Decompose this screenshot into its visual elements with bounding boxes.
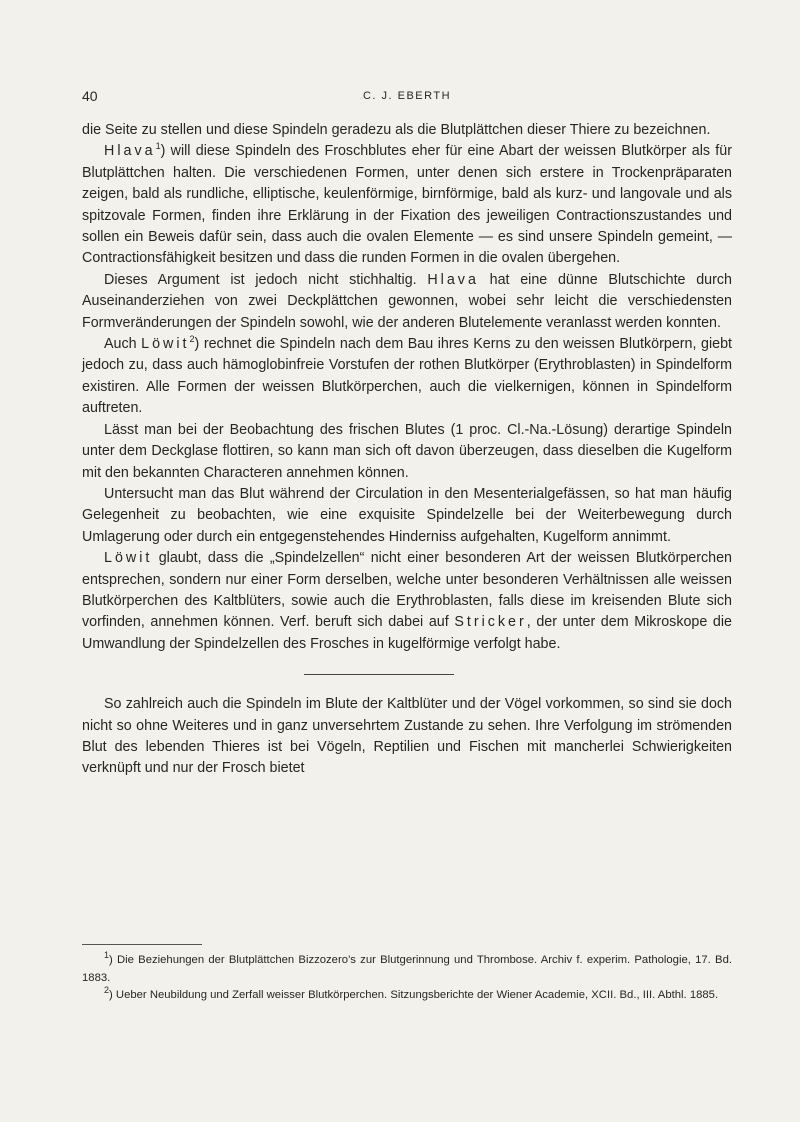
running-head: C. J. EBERTH [362,90,452,102]
page-header [82,88,732,108]
author-name: Löwit [104,550,153,567]
paragraph-text: die Seite zu stellen und diese Spindeln geradezu als die Blutplättchen dieser Thiere zu bezeichnen. [82,122,711,138]
footnote-text: ) Ueber Neubildung und Zerfall weisser Blutkörperchen. Sitzungsberichte der Wiener Academie, XCII. Bd., III. Abthl. 1885. [109,989,719,1001]
paragraph-text: ) will diese Spindeln des Froschblutes eher für eine Abart der weissen Blutkörper als für Blutplättchen halten. Die verschiedenen Formen, unter denen sich erstere in Trockenpräparaten zeigen, bald als rundliche, elliptische, keulenförmige, birnförmige, bald als kurz- und langovale und als spitzovale Formen, finden ihre Erklärung in der Fixation des jeweiligen Contractionszustandes und sollen ein Beweis dafür sein, dass auch die ovalen Elemente — es sind unsere Spindeln gemeint, — Contractionsfähigkeit besitzen und dass die runden Formen in die ovalen übergehen. [82,143,732,267]
footnote-divider [82,944,202,945]
paragraph-text: glaubt, dass die „Spindelzellen“ nicht einer besonderen Art der weissen Blutkörperchen entsprechen, sondern nur einer Form derselben, welche unter besonderen Verhältnissen alle weissen Blutkörperchen des Kaltblüters, sowie auch die Erythroblasten, falls diese im kreisenden Blute sich vorfinden, annehmen können. Verf. beruft sich dabei auf [82,550,732,631]
footnote [82,987,732,1005]
footnote-text: ) Die Beziehungen der Blutplättchen Bizzozero’s zur Blutgerinnung und Thrombose. Archiv f. experim. Pathologie, 17. Bd. 1883. [82,954,732,984]
footnote-mark: 2 [104,985,110,996]
body-text [82,120,732,780]
paragraph-text: Dieses Argument ist jedoch nicht stichhaltig. [104,271,417,288]
paragraph [82,120,732,141]
paragraph [82,334,732,420]
paragraph-text: Untersucht man das Blut während der Circulation in den Mesenterialgefässen, so hat man häufig Gelegenheit zu beobachten, wie eine exquisite Spindelzelle bei der Weiterbewegung durch Umlagerung oder durch ein entgegenstehendes Hinderniss aufgehalten, Kugelform annimmt. [82,485,732,545]
paragraph [82,548,732,655]
footnote-mark: 1 [104,950,110,961]
footnote-ref: 1 [155,141,161,152]
paragraph-text: Auch [104,336,137,353]
author-name: Hlava [427,271,479,288]
paragraph [82,141,732,269]
paragraph-text: ) rechnet die Spindeln nach dem Bau ihres Kerns zu den weissen Blutkörpern, giebt jedoch zu, dass auch hämoglobinfreie Vorstufen der rothen Blutkörper (Erythroblasten) in Spindelform existiren. Alle Formen der weissen Blutkörperchen, auch die vielkernigen, können in Spindelform auftreten. [82,336,732,417]
paragraph [82,420,732,484]
author-name: Löwit [141,336,190,353]
footnote [82,952,732,987]
paragraph-text: Lässt man bei der Beobachtung des frischen Blutes (1 proc. Cl.-Na.-Lösung) derartige Spindeln unter dem Deckglase flottiren, so kann man sich oft davon überzeugen, dass dieselben die Kugelform mit den bekannten Characteren annehmen können. [82,421,732,481]
author-name: Stricker [454,614,527,631]
paragraph-text: hat eine dünne Blutschichte durch Auseinanderziehen von zwei Deckplättchen gewonnen, wobei sehr leicht die verschiedensten Formveränderungen der Spindeln sowohl, wie der anderen Blutelemente veranlasst werden konnten. [82,271,732,331]
author-name: Hlava [104,143,156,160]
page-number: 40 [82,88,98,104]
paragraph [82,694,732,780]
paragraph [82,484,732,548]
footnotes [82,952,732,1005]
section-divider [304,674,454,675]
paragraph [82,270,732,334]
paragraph-text: So zahlreich auch die Spindeln im Blute der Kaltblüter und der Vögel vorkommen, so sind sie doch nicht so ohne Weiteres und in ganz unversehrtem Zustande zu sehen. Ihre Verfolgung im strömenden Blut des lebenden Thieres ist bei Vögeln, Reptilien und Fischen mit mancherlei Schwierigkeiten verknüpft und nur der Frosch bietet [82,696,732,777]
paragraph-text: , der unter dem Mikroskope die Umwandlung der Spindelzellen des Frosches in kugelförmige verfolgt habe. [82,614,733,652]
footnote-ref: 2 [189,334,195,345]
